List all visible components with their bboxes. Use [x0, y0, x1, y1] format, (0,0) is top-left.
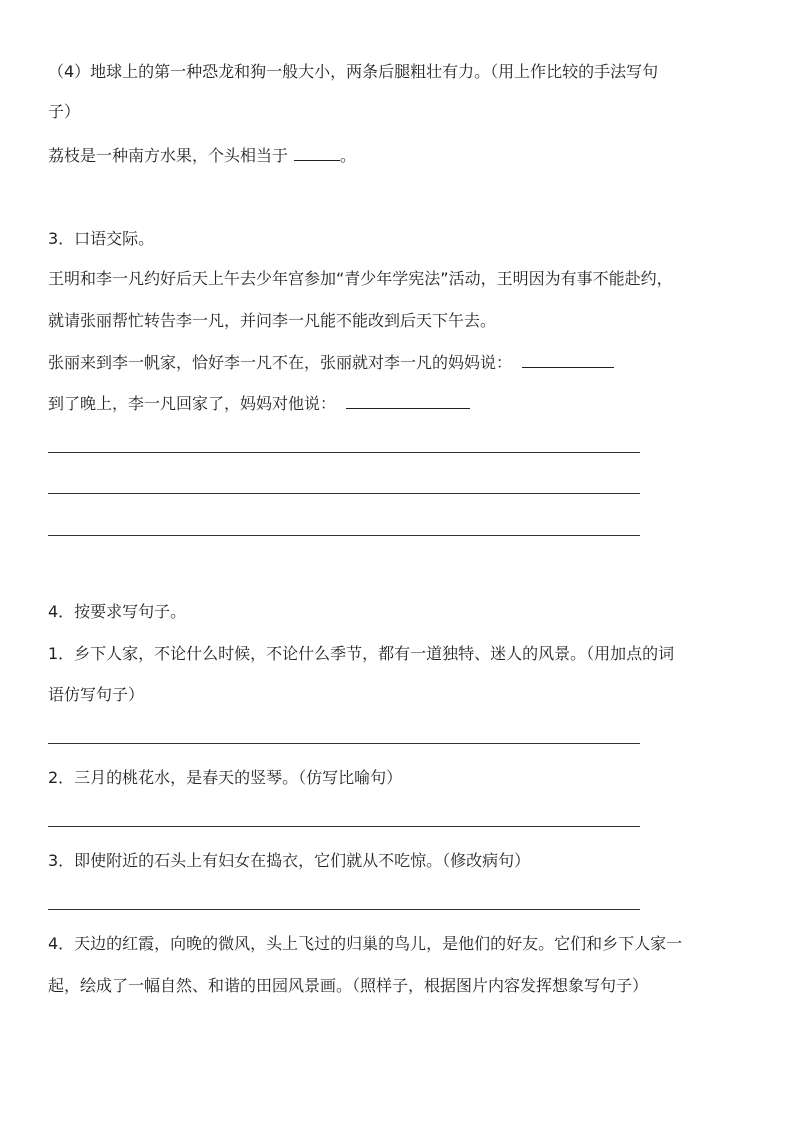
section3-prompt1 — [48, 353, 614, 373]
section3-answer-line-2[interactable] — [48, 493, 640, 494]
section3-title: 3．口语交际。 — [48, 229, 155, 248]
section3-prompt2 — [48, 394, 470, 414]
section3-answer-line-3[interactable] — [48, 535, 640, 536]
section4-title: 4．按要求写句子。 — [48, 602, 187, 621]
answer-blank[interactable] — [294, 146, 340, 161]
section4-item4-line1: 4．天边的红霞，向晚的微风，头上飞过的归巢的鸟儿，是他们的好友。它们和乡下人家一 — [48, 934, 683, 953]
section4-item3-answer-line[interactable] — [48, 909, 640, 910]
section3-answer-line-1[interactable] — [48, 452, 640, 453]
section4-item4-line2: 起，绘成了一幅自然、和谐的田园风景画。（照样子，根据图片内容发挥想象写句子） — [48, 976, 649, 995]
section4-item2-answer-line[interactable] — [48, 826, 640, 827]
q4-item4-line2: 子） — [48, 102, 81, 121]
section3-para-line2: 就请张丽帮忙转告李一凡，并问李一凡能不能改到后天下午去。 — [48, 311, 497, 330]
answer-suffix: 。 — [340, 146, 357, 165]
answer-prefix: 荔枝是一种南方水果，个头相当于 — [48, 146, 289, 165]
prompt2-text: 到了晚上，李一凡回家了，妈妈对他说： — [48, 394, 337, 413]
section4-item1-answer-line[interactable] — [48, 743, 640, 744]
section4-item3: 3．即使附近的石头上有妇女在捣衣，它们就从不吃惊。（修改病句） — [48, 851, 531, 870]
section4-item2: 2．三月的桃花水，是春天的竖琴。（仿写比喻句） — [48, 768, 403, 787]
section4-item1-line1: 1．乡下人家，不论什么时候，不论什么季节，都有一道独特、迷人的风景。（用加点的词 — [48, 644, 675, 663]
q4-item4-answer — [48, 146, 356, 166]
q4-item4-line1: （4）地球上的第一种恐龙和狗一般大小，两条后腿粗壮有力。（用上作比较的手法写句 — [48, 62, 659, 81]
prompt1-blank[interactable] — [522, 353, 614, 368]
section4-item1-line2: 语仿写句子） — [48, 685, 145, 704]
prompt1-text: 张丽来到李一帆家，恰好李一凡不在，张丽就对李一凡的妈妈说： — [48, 353, 513, 372]
section3-para-line1: 王明和李一凡约好后天上午去少年宫参加“青少年学宪法”活动，王明因为有事不能赴约， — [48, 269, 673, 288]
prompt2-blank[interactable] — [346, 394, 470, 409]
